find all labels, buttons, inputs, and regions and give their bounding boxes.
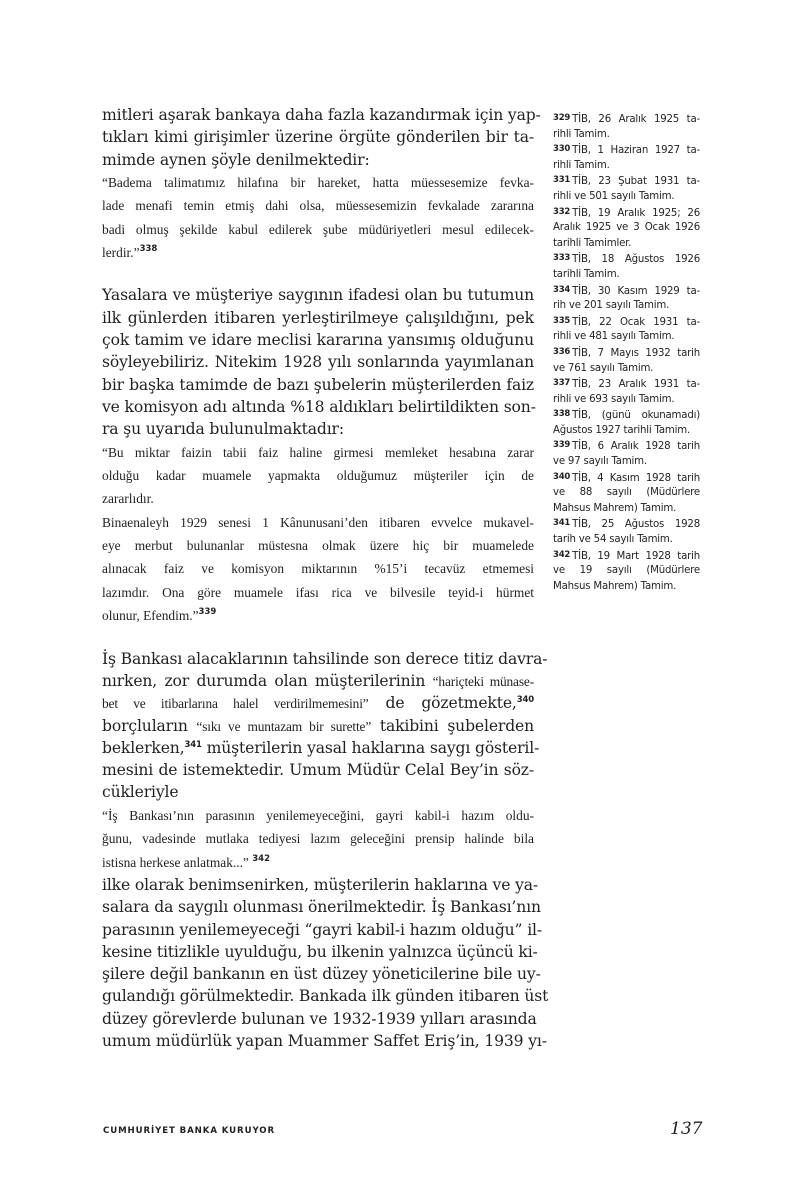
- footnote-342: [553, 548, 700, 595]
- footnote-text: TİB, 23 Aralık 1931 ta-: [572, 379, 700, 391]
- quote-line: “Bu miktar faizin tabii faiz haline girmesi memleket hesabına zarar: [102, 444, 534, 460]
- footnote-line: [553, 485, 700, 501]
- text-line: [102, 737, 540, 759]
- footnote-text: ve 19 sayılı (Müdürlere: [553, 565, 700, 577]
- quote-line: badi olmuş şekilde kabul edilerek şube müdüriyetleri mesul edilecek-: [102, 221, 534, 237]
- footnote-341: [553, 516, 700, 547]
- footnote-text: TİB, 22 Ocak 1931 ta-: [572, 316, 700, 328]
- footnote-number: 341: [553, 518, 571, 529]
- footnote-335: [553, 314, 700, 345]
- footnote-text: TİB, 25 Ağustos 1928: [572, 519, 700, 531]
- inline-quote: “sıkı ve muntazam bir surette”: [196, 718, 372, 734]
- text-line: parasının yenilemeyeceği “gayri kabil-i hazım olduğu” il-: [102, 920, 542, 939]
- footnote-line: [553, 283, 700, 299]
- text-line: cükleriyle: [102, 783, 179, 802]
- quote-line: lade menafi temin etmiş dahi olsa, müessesemizin fevkalade zararına: [102, 198, 534, 214]
- text-run: beklerken,: [102, 738, 185, 757]
- margin-footnotes: [553, 111, 700, 594]
- quote-line: Binaenaleyh 1929 senesi 1 Kânunusani’den itibaren evvelce mukavel-: [102, 514, 534, 530]
- footnote-line: [553, 423, 700, 439]
- footnote-line: [553, 267, 700, 283]
- block-quote-1: [102, 171, 534, 265]
- text-line: gulandığı görülmektedir. Bankada ilk günden itibaren üst: [102, 987, 549, 1006]
- footnote-number: 338: [553, 409, 571, 420]
- footnote-text: TİB, 1 Haziran 1927 ta-: [572, 145, 700, 157]
- footnote-text: TİB, 19 Mart 1928 tarih: [572, 550, 700, 562]
- footnote-line: [553, 532, 700, 548]
- footnote-text: TİB, 18 Ağustos 1926: [572, 254, 700, 266]
- quote-line: “Badema talimatımız hilafına bir hareket, hatta müessesemize fevka-: [102, 174, 534, 190]
- footnote-number: 332: [553, 206, 571, 217]
- footnote-text: TİB, 6 Aralık 1928 tarih: [572, 441, 700, 453]
- footnote-text: TİB, 23 Şubat 1931 ta-: [572, 176, 700, 188]
- footnote-text: ve 761 sayılı Tamim.: [553, 362, 654, 374]
- text-line: [102, 670, 534, 692]
- main-text-column: [102, 104, 549, 1052]
- footnote-334: [553, 283, 700, 314]
- text-line: mitleri aşarak bankaya daha fazla kazandırmak için yap-: [102, 106, 541, 124]
- footnote-line: [553, 548, 700, 564]
- footnote-number: 331: [553, 175, 571, 186]
- paragraph-2: [102, 284, 534, 440]
- quote-line: “İş Bankası’nın parasının yenilemeyeceğini, gayri kabil-i hazım oldu-: [102, 807, 534, 823]
- footnote-line: [553, 127, 700, 143]
- footnote-line: [553, 361, 700, 377]
- quote-line: lazımdır. Ona göre muamele ifası rica ve bilvesile teyid-i hürmet: [102, 584, 534, 600]
- footnote-333: [553, 251, 700, 282]
- text-line: mimde aynen şöyle denilmektedir:: [102, 150, 370, 169]
- footnote-number: 333: [553, 253, 571, 264]
- footnote-339: [553, 438, 700, 469]
- quote-line: [102, 851, 534, 874]
- footnote-text: TİB, (günü okunamadı): [572, 410, 700, 422]
- quote-text: lerdir.”: [102, 245, 140, 261]
- footnote-line: [553, 314, 700, 330]
- footnote-line: [553, 345, 700, 361]
- text-line: düzey görevlerde bulunan ve 1932-1939 yılları arasında: [102, 1009, 537, 1028]
- footnote-number: 335: [553, 315, 571, 326]
- footnote-line: [553, 158, 700, 174]
- inline-quote: “hariçteki münase-: [432, 673, 535, 689]
- footnote-line: [553, 298, 700, 314]
- footnote-line: [553, 454, 700, 470]
- footnote-text: tarih ve 54 sayılı Tamim.: [553, 534, 673, 546]
- paragraph-spacer: [102, 264, 534, 284]
- footnote-ref-342[interactable]: 342: [252, 853, 270, 864]
- footnote-text: TİB, 30 Kasım 1929 ta-: [572, 285, 700, 297]
- footnote-line: [553, 516, 700, 532]
- footnote-338: [553, 407, 700, 438]
- footnote-text: Mahsus Mahrem) Tamim.: [553, 580, 677, 592]
- quote-line: eye merbut bulunanlar müstesna olmak üzere hiç bir muamelede: [102, 538, 534, 554]
- footnote-line: [553, 438, 700, 454]
- footnote-text: TİB, 4 Kasım 1928 tarih: [572, 472, 700, 484]
- footnote-line: [553, 376, 700, 392]
- paragraph-1: [102, 104, 541, 171]
- footnote-number: 336: [553, 346, 571, 357]
- footnote-line: [553, 329, 700, 345]
- footnote-329: [553, 111, 700, 142]
- footnote-line: [553, 173, 700, 189]
- footnote-number: 340: [553, 471, 571, 482]
- footnote-number: 330: [553, 144, 571, 155]
- text-line: söyleyebiliriz. Nitekim 1928 yılı sonlarında yayımlanan: [102, 353, 534, 372]
- footnote-line: [553, 392, 700, 408]
- footnote-line: [553, 189, 700, 205]
- paragraph-spacer: [102, 628, 534, 648]
- text-run: nırken, zor durumda olan müşterilerinin: [102, 671, 433, 690]
- footnote-text: rihli Tamim.: [553, 159, 610, 171]
- footnote-330: [553, 142, 700, 173]
- text-line: İş Bankası alacaklarının tahsilinde son derece titiz davra-: [102, 649, 548, 668]
- footnote-text: rihli ve 501 sayılı Tamim.: [553, 190, 675, 202]
- quote-line: [102, 604, 534, 627]
- quote-line: ğunu, vadesinde mutlaka tediyesi lazım geleceğini prensip halinde bila: [102, 831, 534, 847]
- footnote-ref-340[interactable]: 340: [516, 695, 534, 706]
- footnote-ref-341[interactable]: 341: [184, 739, 202, 750]
- text-run: takibini şubelerden: [371, 716, 535, 735]
- footnote-text: TİB, 26 Aralık 1925 ta-: [572, 114, 700, 125]
- quote-line: [102, 241, 534, 264]
- text-line: umum müdürlük yapan Muammer Saffet Eriş’in, 1939 yı-: [102, 1031, 547, 1050]
- footnote-text: Mahsus Mahrem) Tamim.: [553, 502, 677, 514]
- text-run: borçluların: [102, 716, 197, 735]
- block-quote-3: [102, 804, 534, 874]
- quote-line: zararlıdır.: [102, 491, 154, 507]
- text-run: de gözetmekte,: [368, 694, 517, 713]
- text-line: şilere değil bankanın en üst düzey yöneticilerine bile uy-: [102, 965, 541, 984]
- footnote-text: rihli Tamim.: [553, 128, 610, 140]
- footnote-number: 337: [553, 378, 571, 389]
- footnote-line: [553, 501, 700, 517]
- text-line: [102, 692, 534, 714]
- footnote-line: [553, 579, 700, 595]
- footnote-text: ve 97 sayılı Tamim.: [553, 456, 647, 468]
- text-line: çok tamim ve idare meclisi kararına yansımış olduğunu: [102, 331, 534, 350]
- footnote-ref-338[interactable]: 338: [139, 244, 158, 255]
- footnote-line: [553, 251, 700, 267]
- footnote-line: [553, 205, 700, 221]
- footnote-line: [553, 407, 700, 423]
- footnote-line: [553, 111, 700, 127]
- text-run: müşterilerin yasal haklarına saygı gösteril-: [201, 738, 540, 757]
- quote-line: olduğu kadar muamele yapmakta olduğumuz müşteriler için de: [102, 467, 534, 483]
- footnote-number: 334: [553, 284, 571, 295]
- text-line: Yasalara ve müşteriye saygının ifadesi olan bu tutumun: [102, 286, 534, 305]
- footnote-number: 339: [553, 440, 571, 451]
- running-title: CUMHURİYET BANKA KURUYOR: [103, 1126, 275, 1136]
- footnote-line: [553, 142, 700, 158]
- footnote-line: [553, 563, 700, 579]
- text-line: mesini de istemektedir. Umum Müdür Celal Bey’in söz-: [102, 761, 534, 780]
- text-line: ilk günlerden itibaren yerleştirilmeye çalışıldığını, pek: [102, 308, 534, 327]
- footnote-ref-339[interactable]: 339: [198, 607, 217, 618]
- footnote-text: rih ve 201 sayılı Tamim.: [553, 300, 670, 312]
- footnote-332: [553, 205, 700, 252]
- footnote-331: [553, 173, 700, 204]
- text-line: tıkları kimi girişimler üzerine örgüte gönderilen bir ta-: [102, 128, 534, 147]
- text-line: ilke olarak benimsenirken, müşterilerin haklarına ve ya-: [102, 875, 539, 894]
- text-line: ra şu uyarıda bulunulmaktadır:: [102, 420, 344, 439]
- footnote-line: [553, 236, 700, 252]
- text-line: salara da saygılı olunması önerilmektedir. İş Bankası’nın: [102, 898, 541, 917]
- paragraph-3: [102, 648, 548, 804]
- footnote-text: tarihli Tamim.: [553, 268, 620, 280]
- quote-text: istisna herkese anlatmak...”: [102, 854, 249, 870]
- footnote-line: [553, 470, 700, 486]
- text-line: [102, 715, 534, 737]
- footnote-text: tarihli Tamimler.: [553, 237, 632, 249]
- inline-quote: bet ve itibarlarına halel verdirilmemesini”: [102, 696, 369, 712]
- footnote-337: [553, 376, 700, 407]
- footnote-text: Ağustos 1927 tarihli Tamim.: [553, 424, 691, 436]
- footnote-text: Aralık 1925 ve 3 Ocak 1926: [553, 222, 700, 234]
- text-line: kesine titizlikle uyulduğu, bu ilkenin yalnızca üçüncü ki-: [102, 942, 538, 961]
- block-quote-2: [102, 441, 534, 628]
- paragraph-4: [102, 874, 549, 1052]
- footnote-text: ve 88 sayılı (Müdürlere: [553, 487, 700, 499]
- page-number: 137: [670, 1119, 703, 1139]
- footnote-line: [553, 220, 700, 236]
- footnote-340: [553, 470, 700, 517]
- footnote-number: 342: [553, 549, 571, 560]
- quote-line: alınacak faiz ve komisyon miktarının %15’i tecavüz etmemesi: [102, 561, 534, 577]
- footnote-text: rihli ve 693 sayılı Tamim.: [553, 393, 675, 405]
- text-line: bir başka tamimde de bazı şubelerin müşterilerden faiz: [102, 375, 534, 394]
- quote-text: olunur, Efendim.”: [102, 608, 199, 624]
- footnote-text: TİB, 7 Mayıs 1932 tarih: [572, 347, 700, 359]
- footnote-text: rihli ve 481 sayılı Tamim.: [553, 331, 675, 343]
- footnote-number: 329: [553, 113, 571, 123]
- text-line: ve komisyon adı altında %18 aldıkları belirtildikten son-: [102, 397, 536, 416]
- footnote-336: [553, 345, 700, 376]
- footnote-text: TİB, 19 Aralık 1925; 26: [572, 207, 700, 219]
